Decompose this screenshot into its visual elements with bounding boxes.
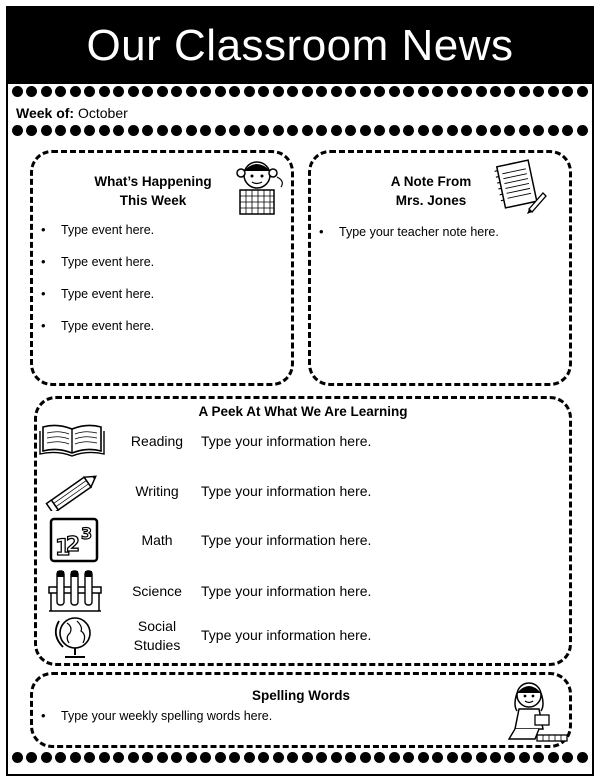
dot-border-middle bbox=[12, 125, 588, 137]
border-dot bbox=[504, 86, 515, 97]
border-dot bbox=[447, 86, 458, 97]
border-dot bbox=[287, 752, 298, 763]
border-dot bbox=[331, 752, 342, 763]
border-dot bbox=[171, 86, 182, 97]
numbers-123-icon bbox=[37, 517, 107, 563]
border-dot bbox=[447, 752, 458, 763]
border-dot bbox=[418, 752, 429, 763]
spelling-words-text[interactable]: • Type your weekly spelling words here. bbox=[39, 709, 272, 723]
border-dot bbox=[345, 752, 356, 763]
border-dot bbox=[476, 86, 487, 97]
border-dot bbox=[374, 752, 385, 763]
border-dot bbox=[99, 86, 110, 97]
border-dot bbox=[200, 86, 211, 97]
note-title-line2: Mrs. Jones bbox=[395, 193, 467, 208]
happening-title-line2: This Week bbox=[119, 193, 187, 208]
border-dot bbox=[374, 125, 385, 136]
border-dot bbox=[476, 752, 487, 763]
event-item[interactable]: • Type event here. bbox=[39, 287, 154, 301]
border-dot bbox=[171, 125, 182, 136]
border-dot bbox=[533, 125, 544, 136]
learning-title: A Peek At What We Are Learning bbox=[198, 404, 408, 419]
border-dot bbox=[519, 752, 530, 763]
subject-writing: Writing bbox=[135, 483, 179, 499]
border-dot bbox=[229, 752, 240, 763]
subject-writing-info[interactable]: Type your information here. bbox=[201, 483, 372, 499]
border-dot bbox=[490, 125, 501, 136]
border-dot bbox=[302, 125, 313, 136]
border-dot bbox=[26, 125, 37, 136]
border-dot bbox=[26, 86, 37, 97]
border-dot bbox=[577, 125, 588, 136]
border-dot bbox=[55, 86, 66, 97]
border-dot bbox=[55, 125, 66, 136]
border-dot bbox=[389, 86, 400, 97]
border-dot bbox=[273, 86, 284, 97]
border-dot bbox=[273, 752, 284, 763]
border-dot bbox=[403, 752, 414, 763]
border-dot bbox=[244, 86, 255, 97]
border-dot bbox=[215, 752, 226, 763]
svg-text:1: 1 bbox=[55, 536, 71, 561]
border-dot bbox=[113, 86, 124, 97]
border-dot bbox=[287, 125, 298, 136]
border-dot bbox=[302, 86, 313, 97]
border-dot bbox=[360, 125, 371, 136]
notepad-pencil-icon bbox=[491, 157, 549, 215]
border-dot bbox=[142, 125, 153, 136]
border-dot bbox=[142, 86, 153, 97]
border-dot bbox=[128, 125, 139, 136]
border-dot bbox=[215, 86, 226, 97]
border-dot bbox=[316, 752, 327, 763]
border-dot bbox=[287, 86, 298, 97]
border-dot bbox=[418, 86, 429, 97]
svg-text:2: 2 bbox=[66, 532, 80, 556]
border-dot bbox=[403, 86, 414, 97]
border-dot bbox=[418, 125, 429, 136]
border-dot bbox=[99, 125, 110, 136]
border-dot bbox=[215, 125, 226, 136]
svg-text:3: 3 bbox=[81, 524, 93, 543]
border-dot bbox=[258, 125, 269, 136]
border-dot bbox=[548, 752, 559, 763]
dot-border-bottom bbox=[12, 752, 588, 764]
subject-social-studies-line1: Social bbox=[137, 618, 177, 634]
border-dot bbox=[490, 752, 501, 763]
dot-border-top bbox=[12, 86, 588, 98]
border-dot bbox=[128, 86, 139, 97]
border-dot bbox=[244, 752, 255, 763]
header-banner bbox=[8, 8, 592, 84]
learning-row-writing bbox=[37, 471, 577, 511]
border-dot bbox=[331, 86, 342, 97]
border-dot bbox=[504, 125, 515, 136]
event-item[interactable]: • Type event here. bbox=[39, 223, 154, 237]
border-dot bbox=[157, 125, 168, 136]
event-item[interactable]: • Type event here. bbox=[39, 319, 154, 333]
border-dot bbox=[12, 86, 23, 97]
border-dot bbox=[258, 752, 269, 763]
border-dot bbox=[490, 86, 501, 97]
border-dot bbox=[548, 86, 559, 97]
border-dot bbox=[345, 125, 356, 136]
week-label: Week of: bbox=[16, 105, 75, 121]
subject-social-studies-info[interactable]: Type your information here. bbox=[201, 627, 372, 643]
border-dot bbox=[41, 752, 52, 763]
border-dot bbox=[70, 125, 81, 136]
learning-row-science bbox=[37, 567, 577, 613]
border-dot bbox=[113, 752, 124, 763]
border-dot bbox=[461, 752, 472, 763]
border-dot bbox=[476, 125, 487, 136]
spelling-title: Spelling Words bbox=[251, 688, 350, 703]
border-dot bbox=[84, 125, 95, 136]
happening-box bbox=[30, 150, 294, 386]
border-dot bbox=[84, 86, 95, 97]
border-dot bbox=[461, 86, 472, 97]
border-dot bbox=[533, 752, 544, 763]
border-dot bbox=[157, 752, 168, 763]
border-dot bbox=[200, 125, 211, 136]
border-dot bbox=[562, 752, 573, 763]
girl-clipart-icon bbox=[227, 157, 291, 217]
border-dot bbox=[345, 86, 356, 97]
pencil-icon bbox=[37, 471, 107, 511]
border-dot bbox=[316, 125, 327, 136]
event-item[interactable]: • Type event here. bbox=[39, 255, 154, 269]
border-dot bbox=[447, 125, 458, 136]
page-title: Our Classroom News bbox=[86, 21, 514, 70]
border-dot bbox=[186, 86, 197, 97]
week-of-line bbox=[16, 105, 128, 121]
border-dot bbox=[389, 752, 400, 763]
subject-science-info[interactable]: Type your information here. bbox=[201, 583, 372, 599]
border-dot bbox=[186, 125, 197, 136]
border-dot bbox=[519, 125, 530, 136]
border-dot bbox=[504, 752, 515, 763]
newsletter-page bbox=[6, 6, 594, 776]
test-tubes-icon bbox=[37, 567, 107, 613]
border-dot bbox=[113, 125, 124, 136]
border-dot bbox=[533, 86, 544, 97]
border-dot bbox=[99, 752, 110, 763]
border-dot bbox=[258, 86, 269, 97]
subject-reading: Reading bbox=[130, 433, 184, 449]
border-dot bbox=[548, 125, 559, 136]
border-dot bbox=[461, 125, 472, 136]
learning-box bbox=[34, 396, 572, 666]
border-dot bbox=[41, 125, 52, 136]
border-dot bbox=[229, 125, 240, 136]
border-dot bbox=[229, 86, 240, 97]
border-dot bbox=[432, 752, 443, 763]
border-dot bbox=[360, 752, 371, 763]
happening-title-line1: What’s Happening bbox=[94, 174, 212, 189]
border-dot bbox=[41, 86, 52, 97]
teacher-note-box bbox=[308, 150, 572, 386]
happening-title bbox=[83, 172, 223, 210]
border-dot bbox=[577, 752, 588, 763]
border-dot bbox=[55, 752, 66, 763]
learning-row-reading bbox=[37, 421, 577, 461]
border-dot bbox=[12, 125, 23, 136]
spelling-box bbox=[30, 672, 572, 748]
border-dot bbox=[302, 752, 313, 763]
border-dot bbox=[26, 752, 37, 763]
spelling-list bbox=[39, 709, 272, 723]
subject-math: Math bbox=[141, 532, 173, 548]
note-list bbox=[317, 225, 499, 239]
border-dot bbox=[157, 86, 168, 97]
border-dot bbox=[432, 125, 443, 136]
border-dot bbox=[360, 86, 371, 97]
note-title bbox=[361, 172, 501, 210]
week-value[interactable]: October bbox=[77, 105, 128, 121]
border-dot bbox=[562, 86, 573, 97]
learning-row-math bbox=[37, 517, 577, 563]
border-dot bbox=[374, 86, 385, 97]
open-book-icon bbox=[37, 421, 107, 461]
border-dot bbox=[12, 752, 23, 763]
subject-social-studies-line2: Studies bbox=[133, 637, 181, 653]
girl-reading-clipart-icon bbox=[505, 679, 569, 745]
border-dot bbox=[389, 125, 400, 136]
border-dot bbox=[316, 86, 327, 97]
subject-science: Science bbox=[132, 583, 182, 599]
subject-social-studies bbox=[117, 617, 197, 655]
border-dot bbox=[84, 752, 95, 763]
border-dot bbox=[331, 125, 342, 136]
border-dot bbox=[519, 86, 530, 97]
border-dot bbox=[562, 125, 573, 136]
note-title-line1: A Note From bbox=[390, 174, 472, 189]
border-dot bbox=[432, 86, 443, 97]
border-dot bbox=[171, 752, 182, 763]
border-dot bbox=[200, 752, 211, 763]
globe-icon bbox=[37, 613, 107, 661]
border-dot bbox=[186, 752, 197, 763]
border-dot bbox=[577, 86, 588, 97]
subject-math-info[interactable]: Type your information here. bbox=[201, 532, 372, 548]
border-dot bbox=[142, 752, 153, 763]
teacher-note-text[interactable]: • Type your teacher note here. bbox=[317, 225, 499, 239]
border-dot bbox=[128, 752, 139, 763]
event-list bbox=[39, 223, 154, 333]
border-dot bbox=[70, 86, 81, 97]
border-dot bbox=[244, 125, 255, 136]
border-dot bbox=[273, 125, 284, 136]
learning-row-social-studies bbox=[37, 613, 577, 661]
subject-reading-info[interactable]: Type your information here. bbox=[201, 433, 372, 449]
border-dot bbox=[403, 125, 414, 136]
border-dot bbox=[70, 752, 81, 763]
